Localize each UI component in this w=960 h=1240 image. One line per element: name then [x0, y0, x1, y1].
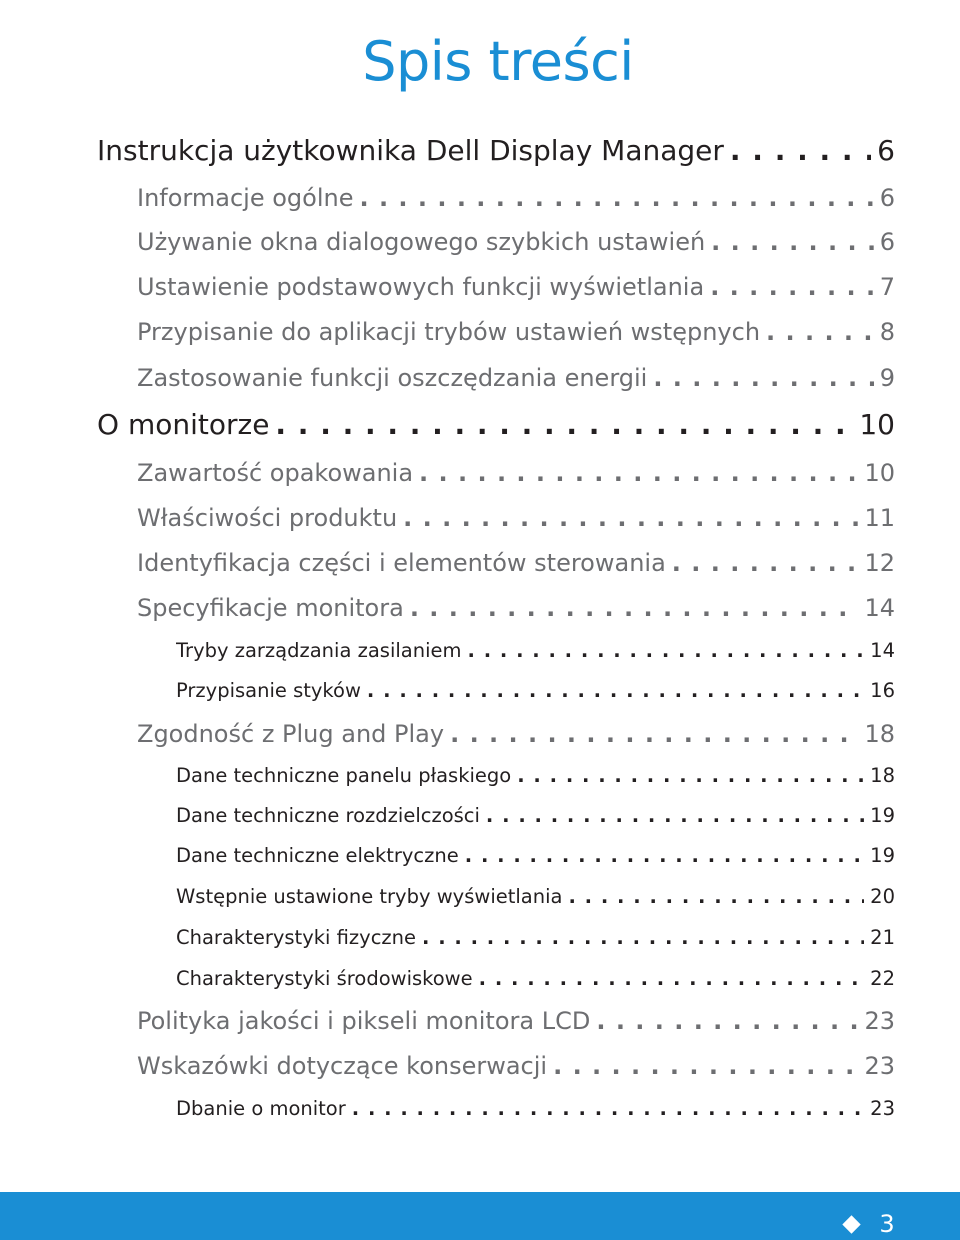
toc-entry-label: Właściwości produktu — [137, 504, 398, 532]
toc-entry-page: 6 — [877, 134, 895, 167]
toc-entry-page: 10 — [859, 408, 895, 441]
toc-entry[interactable] — [176, 965, 895, 993]
toc-entry-label: Wskazówki dotyczące konserwacji — [137, 1052, 548, 1080]
toc-entry-page: 18 — [864, 720, 895, 748]
toc-entry-label: Charakterystyki środowiskowe — [176, 967, 473, 990]
toc-entry[interactable] — [176, 842, 895, 870]
dot-leader — [479, 965, 865, 993]
dot-leader — [410, 592, 859, 624]
toc-entry-label: Przypisanie do aplikacji trybów ustawień wstępnych — [137, 318, 761, 346]
toc-entry[interactable] — [97, 407, 895, 443]
toc-entry-label: Zawartość opakowania — [137, 459, 414, 487]
toc-entry[interactable] — [137, 226, 895, 258]
toc-entry-page: 6 — [879, 184, 895, 212]
dot-leader — [653, 362, 873, 394]
toc-entry[interactable] — [176, 637, 895, 665]
toc-entry[interactable] — [137, 547, 895, 579]
toc-entry-label: Specyfikacje monitora — [137, 594, 404, 622]
dot-leader — [359, 182, 873, 214]
toc-entry-page: 11 — [864, 504, 895, 532]
toc-entry[interactable] — [137, 271, 895, 303]
dot-leader — [672, 547, 859, 579]
toc-entry[interactable] — [176, 762, 895, 790]
dot-leader — [596, 1005, 858, 1037]
toc-entry[interactable] — [137, 502, 895, 534]
dot-leader — [275, 407, 853, 443]
toc-entry-label: Ustawienie podstawowych funkcji wyświetlania — [137, 273, 705, 301]
toc-entry[interactable] — [137, 592, 895, 624]
dot-leader — [568, 883, 864, 911]
toc-entry[interactable] — [137, 718, 895, 750]
dot-leader — [422, 924, 864, 952]
dot-leader — [468, 637, 865, 665]
toc-entry-page: 7 — [879, 273, 895, 301]
toc-entry-page: 10 — [864, 459, 895, 487]
toc-entry[interactable] — [137, 1005, 895, 1037]
dot-leader — [711, 226, 874, 258]
toc-entry-page: 20 — [870, 885, 895, 908]
toc-entry[interactable] — [176, 677, 895, 705]
toc-entry-label: Tryby zarządzania zasilaniem — [176, 639, 462, 662]
dot-leader — [553, 1050, 858, 1082]
toc-entry-page: 8 — [879, 318, 895, 346]
toc-entry-page: 23 — [864, 1007, 895, 1035]
dot-leader — [517, 762, 864, 790]
dot-leader — [766, 316, 874, 348]
footer-bar — [0, 1192, 960, 1240]
toc-entry-label: Polityka jakości i pikseli monitora LCD — [137, 1007, 591, 1035]
toc-entry-page: 14 — [870, 639, 895, 662]
toc-entry-label: Wstępnie ustawione tryby wyświetlania — [176, 885, 563, 908]
toc-entry[interactable] — [137, 182, 895, 214]
dot-leader — [730, 133, 871, 169]
dot-leader — [710, 271, 874, 303]
dot-leader — [486, 802, 864, 830]
toc-entry[interactable] — [176, 1095, 895, 1123]
dot-leader — [403, 502, 858, 534]
toc-entry-page: 16 — [870, 679, 895, 702]
toc-entry-page: 6 — [879, 228, 895, 256]
toc-entry-label: Dane techniczne panelu płaskiego — [176, 764, 512, 787]
dot-leader — [367, 677, 864, 705]
toc-entry-page: 23 — [870, 1097, 895, 1120]
toc-entry[interactable] — [97, 133, 895, 169]
toc-entry-label: Zastosowanie funkcji oszczędzania energii — [137, 364, 648, 392]
toc-entry[interactable] — [137, 316, 895, 348]
toc-entry-page: 9 — [879, 364, 895, 392]
toc-entry-label: Używanie okna dialogowego szybkich ustawień — [137, 228, 706, 256]
toc-entry-label: Dane techniczne rozdzielczości — [176, 804, 480, 827]
toc-entry[interactable] — [137, 362, 895, 394]
toc-entry-label: Zgodność z Plug and Play — [137, 720, 445, 748]
toc-entry-label: Charakterystyki fizyczne — [176, 926, 417, 949]
dot-leader — [419, 457, 858, 489]
toc-entry-label: Instrukcja użytkownika Dell Display Manager — [97, 134, 724, 167]
toc-entry-page: 12 — [864, 549, 895, 577]
toc-entry-label: Dbanie o monitor — [176, 1097, 346, 1120]
dot-leader — [465, 842, 864, 870]
page-number: 3 — [879, 1210, 895, 1238]
toc-entry[interactable] — [137, 1050, 895, 1082]
toc-entry-page: 22 — [870, 967, 895, 990]
dot-leader — [352, 1095, 864, 1123]
toc-entry-page: 23 — [864, 1052, 895, 1080]
toc-entry-label: Identyfikacja części i elementów sterowania — [137, 549, 666, 577]
toc-entry-page: 18 — [870, 764, 895, 787]
toc-entry-page: 19 — [870, 844, 895, 867]
toc-entry[interactable] — [176, 924, 895, 952]
toc-entry-page: 21 — [870, 926, 895, 949]
toc-entry-label: Informacje ogólne — [137, 184, 354, 212]
toc-entry[interactable] — [137, 457, 895, 489]
toc-entry-page: 19 — [870, 804, 895, 827]
toc-entry-label: O monitorze — [97, 408, 270, 441]
toc-entry-label: Dane techniczne elektryczne — [176, 844, 459, 867]
toc-entry-label: Przypisanie styków — [176, 679, 361, 702]
dot-leader — [450, 718, 858, 750]
toc-entry-page: 14 — [864, 594, 895, 622]
toc-entry[interactable] — [176, 802, 895, 830]
page-title: Spis treści — [362, 30, 634, 94]
toc-entry[interactable] — [176, 883, 895, 911]
